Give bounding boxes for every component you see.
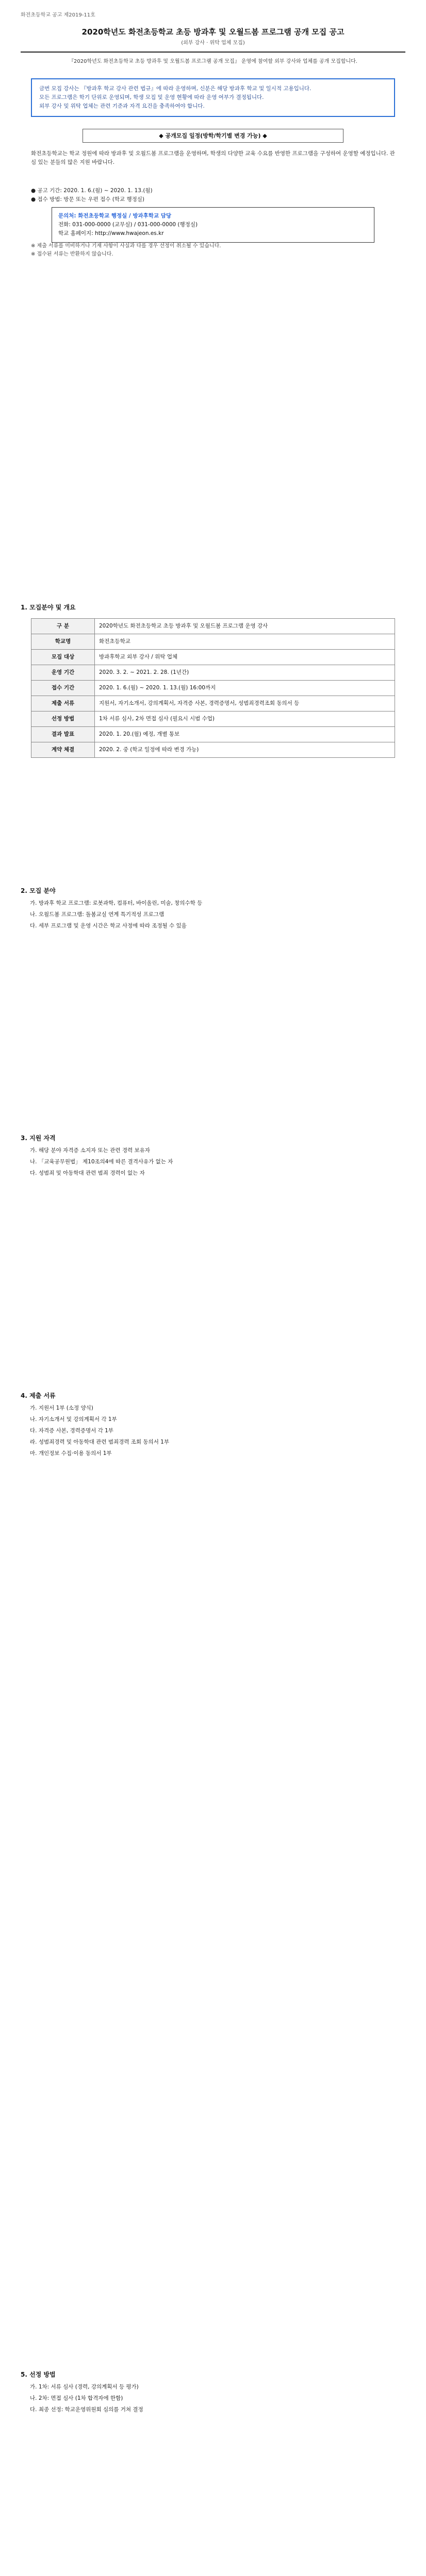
row-label: 구 분	[31, 619, 95, 634]
inquiry-box	[52, 207, 374, 243]
bullet-item: ● 접수 방법: 방문 또는 우편 접수 (학교 행정실)	[31, 196, 145, 202]
row-value: 화전초등학교	[95, 634, 395, 650]
header-note: 화전초등학교 공고 제2019-11호	[21, 12, 95, 18]
section-line: 나. 오월드봄 프로그램: 돌봄교실 연계 특기적성 프로그램	[30, 911, 165, 918]
section-line: 다. 최종 선정: 학교운영위원회 심의를 거쳐 결정	[30, 2406, 143, 2413]
section-line: 나. 2차: 면접 심사 (1차 합격자에 한함)	[30, 2395, 123, 2401]
row-value: 2020. 2. 중 (학교 일정에 따라 변경 가능)	[95, 742, 395, 758]
section-line: 가. 해당 분야 자격증 소지자 또는 관련 경력 보유자	[30, 1147, 150, 1154]
section-recruit-fields	[21, 886, 405, 933]
row-label: 학교명	[31, 634, 95, 650]
title-divider	[21, 52, 405, 53]
intro-text: 『2020학년도 화전초등학교 초등 방과후 및 오월드봄 프로그램 공개 모집』 운영에 참여할 외부 강사와 업체를 공개 모집합니다.	[69, 59, 357, 64]
row-value: 1차 서류 심사, 2차 면접 심사 (필요시 시범 수업)	[95, 711, 395, 727]
section-line: 가. 지원서 1부 (소정 양식)	[30, 1405, 93, 1411]
row-label: 선정 방법	[31, 711, 95, 727]
bullet-item: ● 공고 기간: 2020. 1. 6.(월) ~ 2020. 1. 13.(월)	[31, 188, 153, 194]
section-line: 가. 1차: 서류 심사 (경력, 강의계획서 등 평가)	[30, 2384, 139, 2390]
table-row	[31, 619, 395, 634]
note-line: ※ 제출 서류를 미비하거나 기재 사항이 사실과 다를 경우 선정이 취소될 수 있습니다.	[31, 243, 221, 249]
row-value: 2020. 1. 20.(월) 예정, 개별 통보	[95, 727, 395, 742]
summary-table	[31, 618, 395, 758]
section-documents	[21, 1391, 405, 1460]
row-value: 2020학년도 화전초등학교 초등 방과후 및 오월드봄 프로그램 운영 강사	[95, 619, 395, 634]
table-row	[31, 711, 395, 727]
section-title: 5. 선정 방법	[21, 2371, 56, 2378]
page-title: 2020학년도 화전초등학교 초등 방과후 및 오월드봄 프로그램 공개 모집 공고	[81, 27, 345, 37]
table-row	[31, 727, 395, 742]
inquiry-line[interactable]: 학교 홈페이지: http://www.hwajeon.es.kr	[58, 230, 164, 236]
row-value: 지원서, 자기소개서, 강의계획서, 자격증 사본, 경력증명서, 성범죄경력조회 동의서 등	[95, 696, 395, 711]
section-qualifications	[21, 1133, 405, 1180]
notice-box	[31, 78, 395, 117]
table-row	[31, 665, 395, 681]
notice-line: 모든 프로그램은 학기 단위로 운영되며, 학생 모집 및 운영 현황에 따라 운영 여부가 결정됩니다.	[39, 94, 264, 100]
schedule-heading-box: ◆ 공개모집 일정(방학/학기별 변경 가능) ◆	[83, 129, 343, 143]
row-label: 모집 대상	[31, 650, 95, 665]
section-line: 다. 자격증 사본, 경력증명서 각 1부	[30, 1428, 113, 1434]
inquiry-line: 전화: 031-000-0000 (교무실) / 031-000-0000 (행정실)	[58, 222, 198, 228]
note-line: ※ 접수된 서류는 반환하지 않습니다.	[31, 251, 113, 257]
notice-line: 외부 강사 및 위탁 업체는 관련 기준과 자격 요건을 충족하여야 합니다.	[39, 103, 205, 109]
bullet-list	[31, 187, 395, 204]
section-title: 2. 모집 분야	[21, 887, 56, 894]
section-line: 다. 세부 프로그램 및 운영 시간은 학교 사정에 따라 조정될 수 있음	[30, 923, 187, 929]
table-row	[31, 650, 395, 665]
table-row	[31, 681, 395, 696]
section-line: 라. 성범죄경력 및 아동학대 관련 범죄경력 조회 동의서 1부	[30, 1439, 170, 1445]
notes	[31, 242, 395, 259]
summary-title: 1. 모집분야 및 개요	[21, 604, 76, 611]
row-label: 결과 발표	[31, 727, 95, 742]
section-line: 다. 성범죄 및 아동학대 관련 범죄 경력이 없는 자	[30, 1170, 145, 1176]
row-value: 방과후학교 외부 강사 / 위탁 업체	[95, 650, 395, 665]
section-title: 4. 제출 서류	[21, 1392, 56, 1399]
section-title: 3. 지원 자격	[21, 1134, 56, 1142]
title-block	[21, 27, 405, 56]
row-value: 2020. 3. 2. ~ 2021. 2. 28. (1년간)	[95, 665, 395, 681]
body-paragraph: 화전초등학교는 학교 정원에 따라 방과후 및 오월드봄 프로그램을 운영하며, 학생의 다양한 교육 수요를 반영한 프로그램을 구성하여 운영할 예정입니다. 관심 있는 분들의 많은 지원 바랍니다.	[31, 150, 395, 165]
section-line: 가. 방과후 학교 프로그램: 로봇과학, 컴퓨터, 바이올린, 미술, 창의수학 등	[30, 900, 203, 906]
page-subtitle: (외부 강사 · 위탁 업체 모집)	[181, 40, 245, 46]
row-label: 운영 기간	[31, 665, 95, 681]
notice-line: 금번 모집 강사는 『방과후 학교 강사 관련 법규』에 따라 운영하며, 신분은 해당 방과후 학교 및 일시적 고용입니다.	[39, 86, 312, 92]
row-label: 접수 기간	[31, 681, 95, 696]
section-selection	[21, 2370, 405, 2416]
row-value: 2020. 1. 6.(월) ~ 2020. 1. 13.(월) 16:00까지	[95, 681, 395, 696]
table-row	[31, 696, 395, 711]
row-label: 제출 서류	[31, 696, 95, 711]
section-line: 마. 개인정보 수집·이용 동의서 1부	[30, 1450, 112, 1456]
table-row	[31, 634, 395, 650]
section-line: 나. 자기소개서 및 강의계획서 각 1부	[30, 1416, 117, 1422]
table-row	[31, 742, 395, 758]
inquiry-line: 문의처: 화전초등학교 행정실 / 방과후학교 담당	[58, 213, 172, 219]
row-label: 계약 체결	[31, 742, 95, 758]
section-line: 나. 「교육공무원법」 제10조의4에 따른 결격사유가 없는 자	[30, 1159, 173, 1165]
